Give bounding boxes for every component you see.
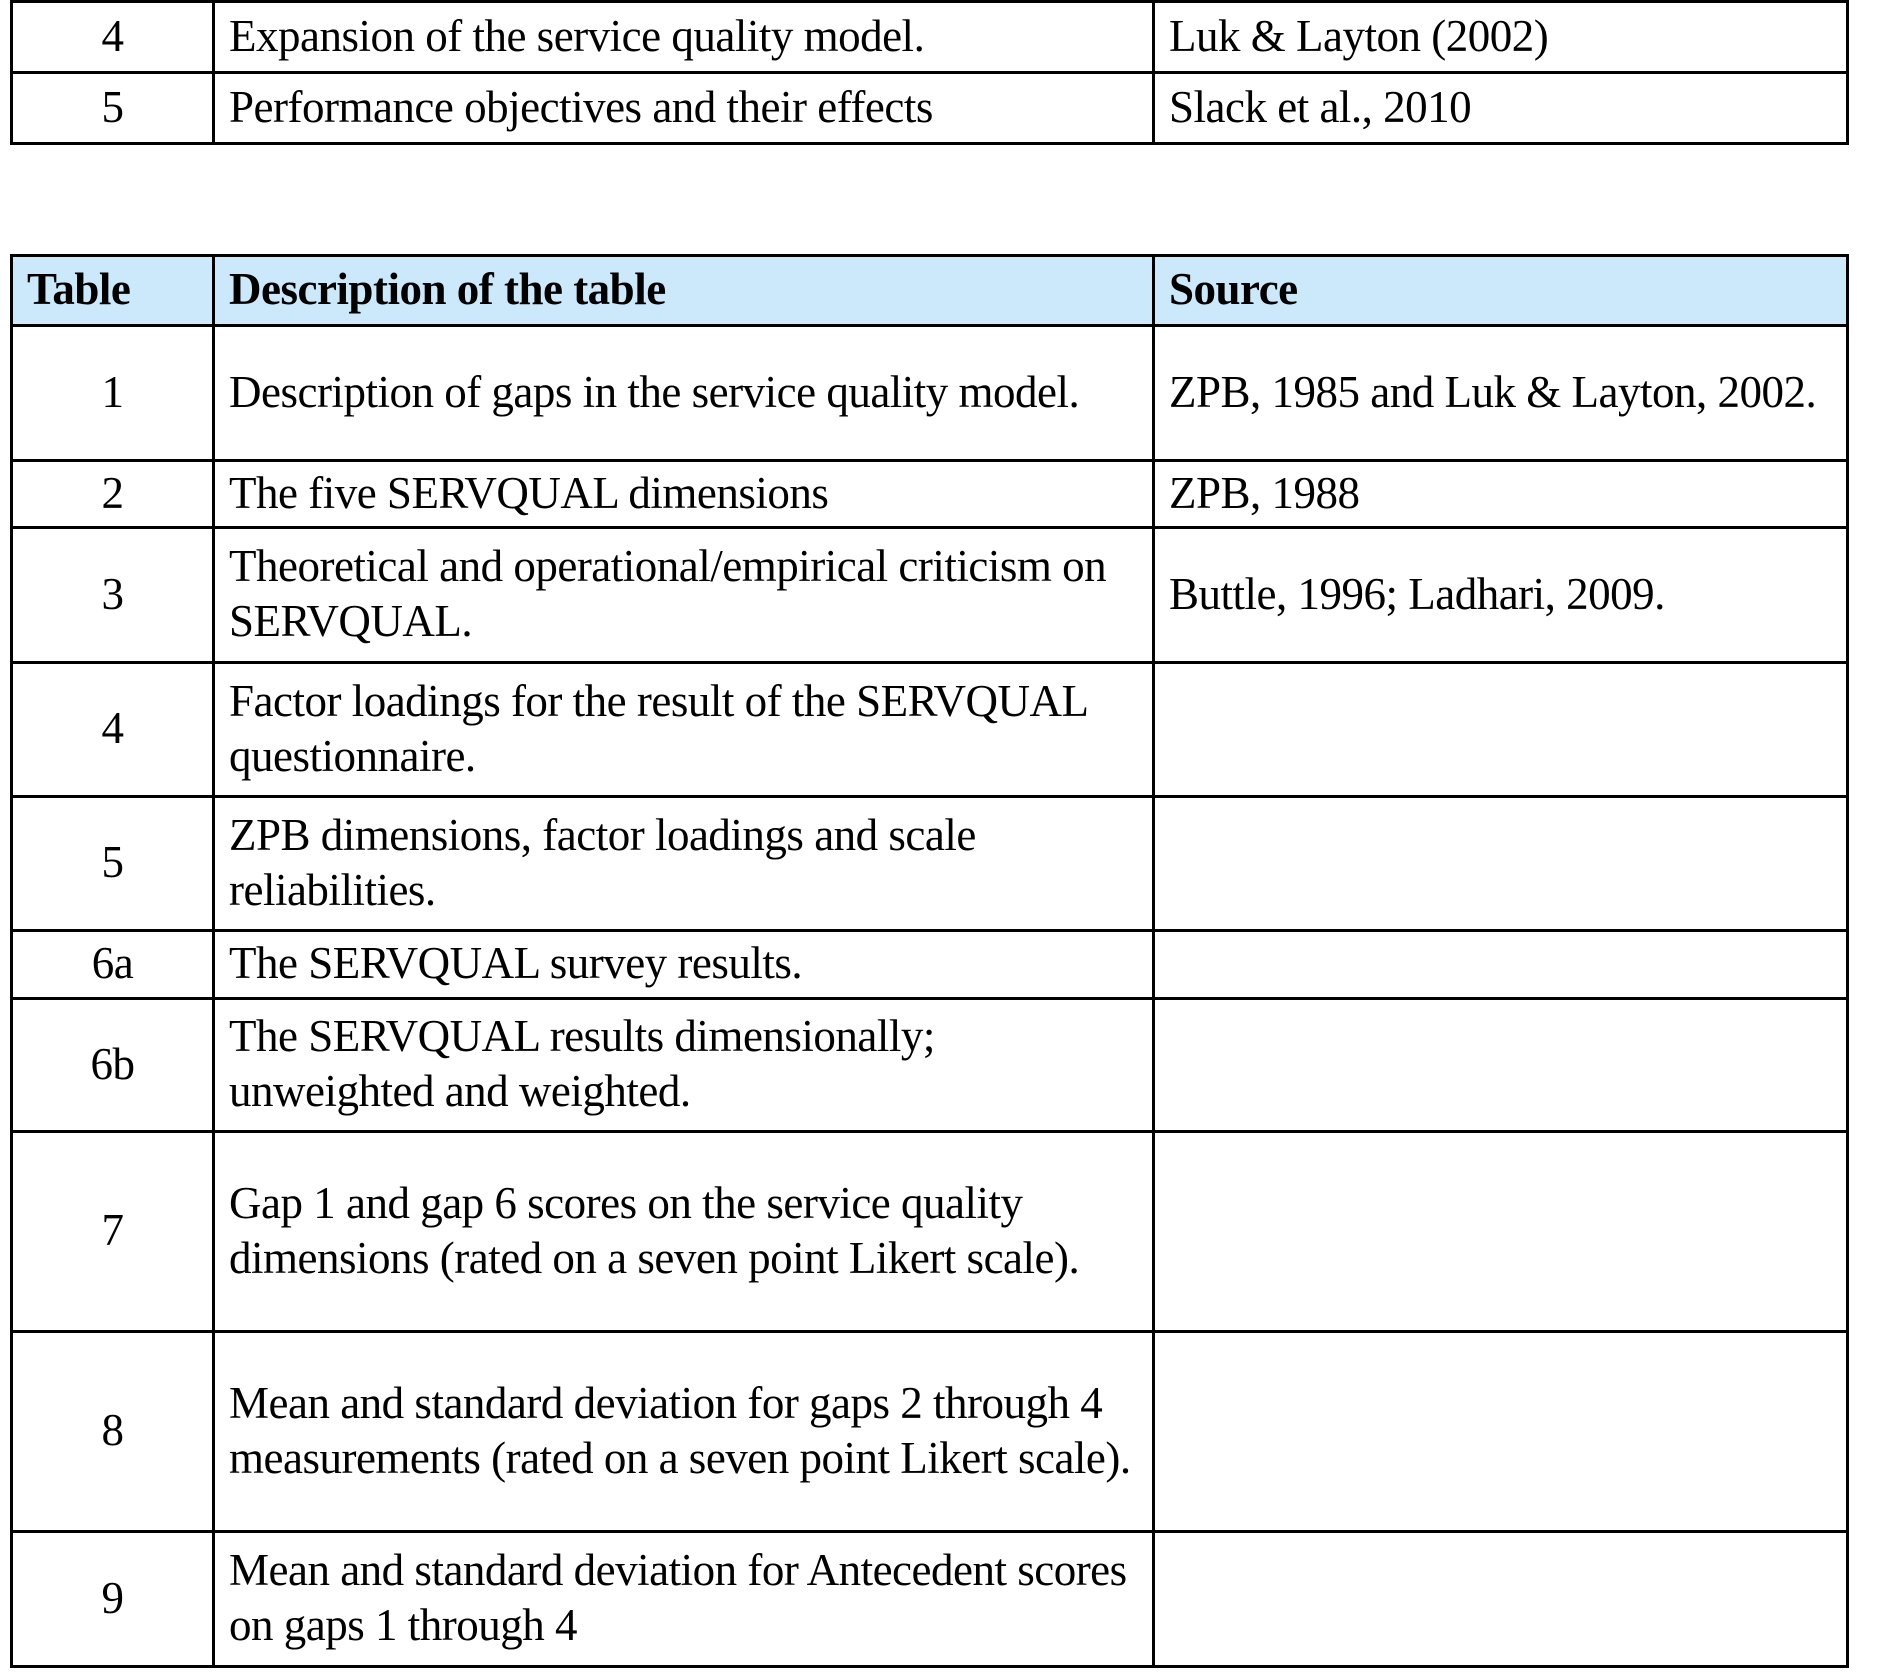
- table-number: 2: [12, 461, 214, 528]
- table-row: [12, 461, 1848, 528]
- table-description: Description of gaps in the service quality model.: [214, 326, 1154, 461]
- table-source: [1154, 931, 1848, 999]
- table-description: Theoretical and operational/empirical criticism on SERVQUAL.: [214, 528, 1154, 663]
- table-number: 9: [12, 1532, 214, 1667]
- table-description: ZPB dimensions, factor loadings and scale reliabilities.: [214, 797, 1154, 931]
- table-header-row: [12, 256, 1848, 326]
- table-number: 7: [12, 1132, 214, 1332]
- figures-table-continuation: [10, 0, 1849, 145]
- table-source: [1154, 797, 1848, 931]
- figure-number: 5: [12, 73, 214, 144]
- figure-description: Expansion of the service quality model.: [214, 2, 1154, 73]
- table-number: 6b: [12, 999, 214, 1132]
- table-number: 3: [12, 528, 214, 663]
- table-row: [12, 931, 1848, 999]
- table-row: [12, 999, 1848, 1132]
- table-description: The five SERVQUAL dimensions: [214, 461, 1154, 528]
- table-source: ZPB, 1988: [1154, 461, 1848, 528]
- table-number: 1: [12, 326, 214, 461]
- figure-number: 4: [12, 2, 214, 73]
- table-row: [12, 1132, 1848, 1332]
- table-row: [12, 663, 1848, 797]
- table-source: [1154, 999, 1848, 1132]
- table-source: [1154, 663, 1848, 797]
- table-row: [12, 797, 1848, 931]
- table-number: 8: [12, 1332, 214, 1532]
- figure-source: Slack et al., 2010: [1154, 73, 1848, 144]
- table-description: Gap 1 and gap 6 scores on the service quality dimensions (rated on a seven point Likert scale).: [214, 1132, 1154, 1332]
- table-source: ZPB, 1985 and Luk & Layton, 2002.: [1154, 326, 1848, 461]
- header-source: Source: [1154, 256, 1848, 326]
- table-row: [12, 73, 1848, 144]
- table-row: [12, 2, 1848, 73]
- table-row: [12, 1532, 1848, 1667]
- table-source: Buttle, 1996; Ladhari, 2009.: [1154, 528, 1848, 663]
- tables-list-table: [10, 254, 1849, 1668]
- table-source: [1154, 1532, 1848, 1667]
- table-row: [12, 326, 1848, 461]
- figure-source: Luk & Layton (2002): [1154, 2, 1848, 73]
- table-number: 6a: [12, 931, 214, 999]
- table-source: [1154, 1332, 1848, 1532]
- table-description: The SERVQUAL results dimensionally; unweighted and weighted.: [214, 999, 1154, 1132]
- table-number: 4: [12, 663, 214, 797]
- table-row: [12, 1332, 1848, 1532]
- figure-description: Performance objectives and their effects: [214, 73, 1154, 144]
- table-row: [12, 528, 1848, 663]
- header-description: Description of the table: [214, 256, 1154, 326]
- table-description: Mean and standard deviation for gaps 2 through 4 measurements (rated on a seven point Likert scale).: [214, 1332, 1154, 1532]
- table-description: Factor loadings for the result of the SERVQUAL questionnaire.: [214, 663, 1154, 797]
- table-description: Mean and standard deviation for Antecedent scores on gaps 1 through 4: [214, 1532, 1154, 1667]
- table-source: [1154, 1132, 1848, 1332]
- table-description: The SERVQUAL survey results.: [214, 931, 1154, 999]
- header-table-number: Table: [12, 256, 214, 326]
- table-number: 5: [12, 797, 214, 931]
